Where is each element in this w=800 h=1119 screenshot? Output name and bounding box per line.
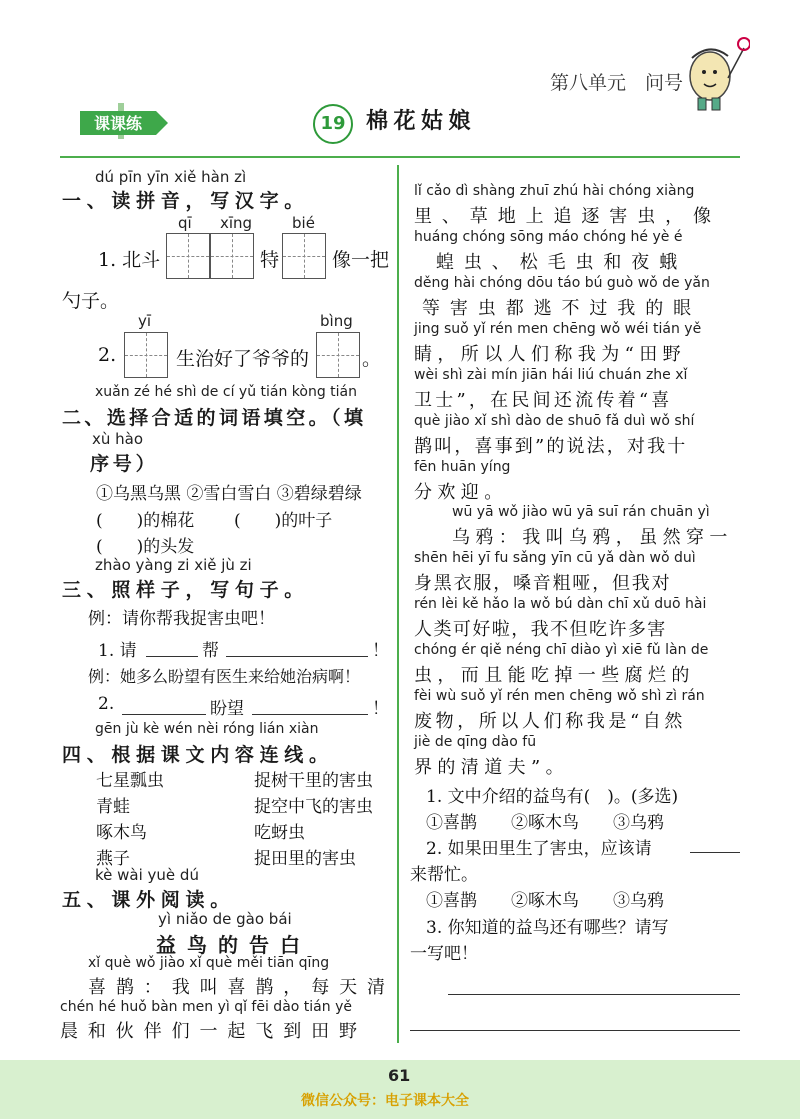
s3-q2-blank-2[interactable] (252, 714, 368, 715)
s1-q1-text-c: 像一把 (332, 249, 390, 271)
s4-right-item[interactable]: 捉田里的害虫 (254, 849, 356, 869)
story-right-line: 卫士”，在民间还流传着“喜 (414, 390, 673, 411)
s4-left-item[interactable]: 啄木鸟 (96, 823, 147, 843)
story-right-line: 乌鸦：我叫乌鸦，虽然穿一 (452, 527, 733, 548)
story-right-line: 废物，所以人们称我是“自然 (414, 711, 687, 732)
story-right-pinyin: shēn hēi yī fu sǎng yīn cū yǎ dàn wǒ duì (414, 550, 696, 566)
story-right-pinyin: jing suǒ yǐ rén men chēng wǒ wéi tián yě (414, 321, 702, 337)
s4-left-item[interactable]: 七星瓢虫 (96, 771, 164, 791)
story-right-pinyin: děng hài chóng dōu táo bú guò wǒ de yǎn (414, 275, 710, 291)
s5-q3-b: 一写吧！ (410, 944, 478, 964)
s2-line1-b[interactable]: ( )的叶子 (234, 511, 333, 531)
story-right-pinyin: wū yā wǒ jiào wū yā suī rán chuān yì (452, 504, 710, 520)
s2-title-pinyin: xuǎn zé hé shì de cí yǔ tián kòng tián (95, 384, 358, 400)
writing-box[interactable] (282, 233, 326, 279)
story-right-line: 分欢迎。 (414, 482, 508, 503)
s5-q1[interactable]: 1. 文中介绍的益鸟有( )。(多选) (426, 787, 679, 807)
story-right-pinyin: fēn huān yíng (414, 459, 511, 475)
story-right-pinyin: fèi wù suǒ yǐ rén men chēng wǒ shì zì rán (414, 688, 705, 704)
column-divider (397, 165, 399, 1043)
story-right-line: 等害虫都逃不过我的眼 (422, 298, 701, 319)
story-right-pinyin: chóng ér qiě néng chī diào yì xiē fǔ làn de (414, 642, 709, 658)
story-right-line: 蝗虫、松毛虫和夜蛾 (436, 252, 688, 273)
s1-q1-py-2: xīng (220, 214, 253, 232)
s3-q2-c: ！ (372, 699, 389, 719)
s3-q2-blank-1[interactable] (122, 714, 206, 715)
s3-title: 三、照样子，写句子。 (62, 579, 310, 601)
story-right-line: 里、草地上追逐害虫，像 (414, 206, 721, 227)
s3-example-2: 例：她多么盼望有医生来给她治病啊！ (88, 667, 361, 686)
s1-q2-py-2: bìng (320, 312, 353, 330)
writing-box[interactable] (166, 233, 210, 279)
badge-label: 课课练 (93, 114, 143, 133)
s4-title: 四、根据课文内容连线。 (62, 744, 334, 766)
story-left-line: 喜鹊：我叫喜鹊，每天清 (88, 977, 395, 998)
mascot-illustration (680, 34, 750, 114)
s1-title: 一、读拼音，写汉字。 (62, 190, 310, 212)
page-number: 61 (388, 1066, 411, 1085)
s5-title: 五、课外阅读。 (62, 889, 235, 911)
story-right-pinyin: què jiào xǐ shì dào de shuō fǎ duì wǒ shí (414, 413, 695, 429)
s3-q1-b: 帮 (202, 641, 219, 661)
s3-q2-a: 2. (98, 694, 115, 714)
s1-q2-text-c: 。 (362, 348, 382, 370)
s3-q1-blank-1[interactable] (146, 656, 198, 657)
story-right-pinyin: rén lèi kě hǎo la wǒ bú dàn chī xǔ duō hài (414, 596, 707, 612)
lesson-number: 19 (313, 104, 353, 144)
story-right-pinyin: huáng chóng sōng máo chóng hé yè é (414, 229, 683, 245)
s1-q1-py-1: qī (178, 214, 192, 232)
s3-q1-c: ！ (372, 641, 389, 661)
s3-q2-b: 盼望 (210, 699, 244, 719)
story-right-line: 人类可好啦，我不但吃许多害 (414, 619, 667, 640)
footer-note: 微信公众号：电子课本大全 (301, 1093, 469, 1109)
s2-options: ①乌黑乌黑 ②雪白雪白 ③碧绿碧绿 (96, 484, 362, 504)
s1-title-pinyin: dú pīn yīn xiě hàn zì (95, 168, 247, 186)
s5-q1-options[interactable]: ①喜鹊 ②啄木鸟 ③乌鸦 (426, 813, 664, 833)
s3-title-pinyin: zhào yàng zi xiě jù zi (95, 556, 252, 574)
s5-q3-answer-line-1[interactable] (448, 994, 740, 995)
lesson-badge (78, 103, 170, 139)
s3-q1-a: 1. 请 (98, 641, 137, 661)
s5-q2-options[interactable]: ①喜鹊 ②啄木鸟 ③乌鸦 (426, 891, 664, 911)
header-divider (60, 156, 740, 158)
story-title: 益鸟的告白 (156, 933, 311, 957)
s5-title-pinyin: kè wài yuè dú (95, 866, 199, 884)
s2-title-2: 序号） (90, 453, 159, 475)
s4-left-item[interactable]: 青蛙 (96, 797, 130, 817)
s2-line2[interactable]: ( )的头发 (96, 537, 195, 557)
story-right-line: 虫，而且能吃掉一些腐烂的 (414, 665, 695, 686)
s3-example-1: 例：请你帮我捉害虫吧！ (88, 609, 275, 629)
s2-title-pinyin-2: xù hào (92, 430, 144, 448)
s1-q1-text-b: 特 (260, 249, 280, 271)
s4-right-item[interactable]: 捉树干里的害虫 (254, 771, 373, 791)
s1-q1-text-d: 勺子。 (62, 290, 120, 312)
story-left-pinyin: xǐ què wǒ jiào xǐ què měi tiān qīng (88, 955, 330, 971)
story-right-line: 界的清道夫”。 (414, 757, 570, 778)
story-right-pinyin: wèi shì zài mín jiān hái liú chuán zhe xǐ (414, 367, 688, 383)
story-right-pinyin: jiè de qīng dào fū (414, 734, 537, 750)
s3-q1-blank-2[interactable] (226, 656, 368, 657)
story-title-pinyin: yì niǎo de gào bái (158, 910, 292, 928)
s2-line1-a[interactable]: ( )的棉花 (96, 511, 195, 531)
story-right-line: 身黑衣服，嗓音粗哑，但我对 (414, 573, 672, 594)
s4-left-item[interactable]: 燕子 (96, 849, 130, 869)
story-right-line: 睛，所以人们称我为“田野 (414, 344, 687, 365)
story-left-line: 晨和伙伴们一起飞到田野 (60, 1021, 367, 1042)
s1-q2-text-a: 2. (98, 344, 117, 366)
writing-box[interactable] (210, 233, 254, 279)
writing-box[interactable] (124, 332, 168, 378)
s5-q3-a: 3. 你知道的益鸟还有哪些？请写 (426, 918, 669, 938)
story-left-pinyin: chén hé huǒ bàn men yì qǐ fēi dào tián yě (60, 999, 352, 1015)
s1-q2-py-1: yī (138, 312, 152, 330)
writing-box[interactable] (316, 332, 360, 378)
unit-label: 第八单元 问号 (550, 72, 684, 94)
story-right-pinyin: lǐ cǎo dì shàng zhuī zhú hài chóng xiàng (414, 183, 695, 199)
story-right-line: 鹊叫，喜事到”的说法，对我十 (414, 436, 688, 457)
s1-q1-py-3: bié (292, 214, 315, 232)
s5-q2-b: 来帮忙。 (410, 865, 478, 885)
s4-title-pinyin: gēn jù kè wén nèi róng lián xiàn (95, 721, 319, 737)
s5-q2-blank[interactable] (690, 852, 740, 853)
lesson-title: 棉花姑娘 (366, 109, 477, 134)
s1-q1-text-a: 1. 北斗 (98, 249, 161, 271)
s5-q3-answer-line-2[interactable] (410, 1030, 740, 1031)
s5-q2-a: 2. 如果田里生了害虫，应该请 (426, 839, 652, 859)
s4-right-item[interactable]: 吃蚜虫 (254, 823, 305, 843)
s1-q2-text-b: 生治好了爷爷的 (176, 348, 310, 370)
s2-title: 二、选择合适的词语填空。（填 (62, 407, 367, 429)
s4-right-item[interactable]: 捉空中飞的害虫 (254, 797, 373, 817)
